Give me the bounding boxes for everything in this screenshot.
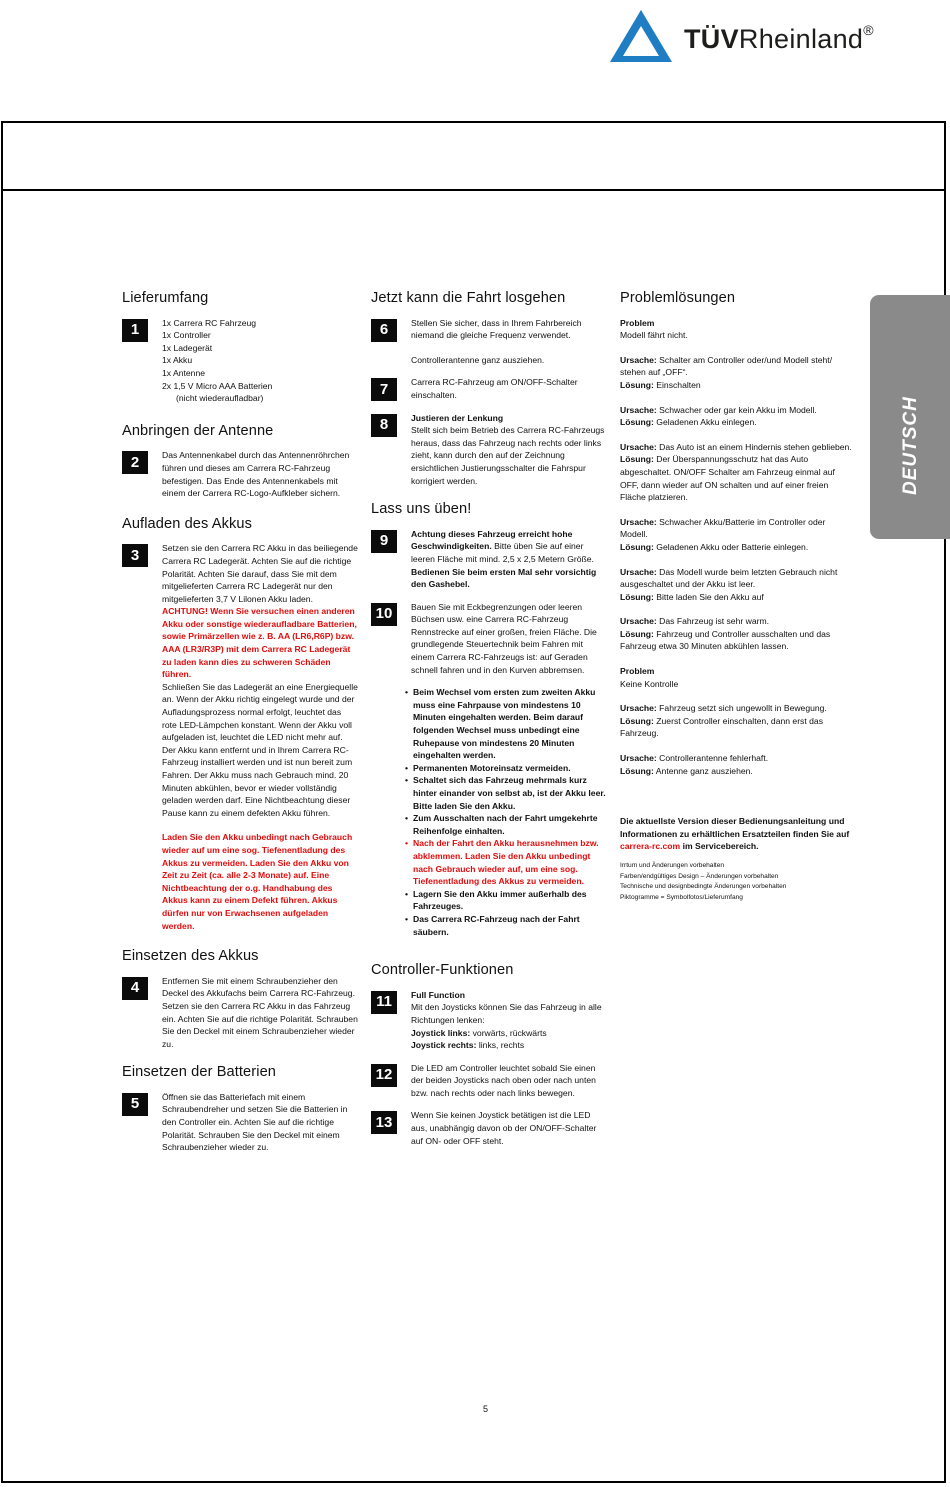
list-item: • Lagern Sie den Akku immer außerhalb des Fahrzeuges. [405,888,607,913]
list-item: • Beim Wechsel vom ersten zum zweiten Akku muss eine Fahrpause von mindestens 10 Minuten eingehalten werden. Beim darauf folgenden Wechsel muss unbedingt eine Ruhepause von mindestens 20 Minuten eingehalten werden. [405,686,607,762]
cause-solution: Ursache: Fahrzeug setzt sich ungewollt in Bewegung. Lösung: Zuerst Controller einschalten, dann erst das Fahrzeug. [620,703,827,739]
cause-solution: Ursache: Schwacher Akku/Batterie im Controller oder Modell. Lösung: Geladenen Akku oder Batterie einlegen. [620,516,826,552]
contents-list: 1x Carrera RC Fahrzeug 1x Controller 1x Ladegerät 1x Akku 1x Antenne 2x 1,5 V Micro AAA Batterien (nicht wiederaufladbar) [162,317,273,404]
step-12: 12 Die LED am Controller leuchtet sobald Sie einen der beiden Joysticks nach oben oder nach unten bzw. nach rechts oder nach links bewegen. [371,1062,607,1100]
warning-text: Laden Sie den Akku unbedingt nach Gebrauch wieder auf um eine sog. Tiefenentladung des Akkus zu vermeiden. Laden Sie den Akku von Zeit zu Zeit (ca. alle 2-3 Monate) auf. Eine Nichtbeachtung der o.g. Handhabung des Akkus kann zu einem Defekt führen. Akkus dürfen nur von Erwachsenen aufgeladen werden. [162,832,353,931]
driving-tips-list [405,686,607,938]
section-title: Lass uns üben! [371,501,472,518]
section-title: Aufladen des Akkus [122,515,252,532]
disclaimer: Farben/endgültiges Design – Änderungen vorbehalten [620,872,779,880]
step-number: 12 [371,1064,397,1087]
step-9: 9 Achtung dieses Fahrzeug erreicht hohe Geschwindigkeiten. Bitte üben Sie auf einer leeren Fläche mit mind. 2,5 x 2,5 Metern Größe. Bedienen Sie beim ersten Mal sehr vorsichtig den Gashebel. [371,528,607,591]
column-left [122,292,358,1164]
step-1 [122,317,358,405]
step-number: 4 [122,977,148,1000]
disclaimer: Piktogramme = Symbolfotos/Lieferumfang [620,893,743,901]
step-3: 3 Setzen sie den Carrera RC Akku in das beiliegende Carrera RC Ladegerät. Achten Sie auf die richtige Polarität. Achten Sie darauf, dass Sie mit dem mitgelieferten Carrera RC Ladegerät nur den mitgelieferten 3,7 V Lilonen Akku laden. ACHTUNG! Wenn Sie versuchen einen anderen Akku oder sonstige wiederaufladbare Batterien, sowie Primärzellen wie z. B. AA (LR6,R6P) bzw. AAA (LR3/R3P) mit dem Carrera RC Ladegerät zu laden kann dies zu schweren Schäden führen. Schließen Sie das Ladegerät an eine Energiequelle an. Wenn der Akku richtig eingelegt wurde und der Aufladungsprozess normal erfolgt, leuchtet das rote LED-Lämpchen konstant. Wenn der Akku voll aufgeladen ist, leuchtet die LED nicht mehr auf. Der Akku kann entfernt und in Ihrem Carrera RC-Fahrzeug installiert werden und ist nun bereit zum Fahren. Der Akku muss nach Gebrauch mind. 20 Minuten abkühlen, bevor er wieder vollständig geladen werden darf. Eine Nichtbeachtung dieser Pause kann zu einem defekten Akku führen. Laden Sie den Akku unbedingt nach Gebrauch wieder auf um eine sog. Tiefenentladung des Akkus zu vermeiden. Laden Sie den Akku von Zeit zu Zeit (ca. alle 2-3 Monate) auf. Eine Nichtbeachtung der o.g. Handhabung des Akkus kann zu einem Defekt führen. Akkus dürfen nur von Erwachsenen aufgeladen werden. [122,542,358,932]
disclaimer: Technische und designbedingte Änderungen vorbehalten [620,883,787,890]
tuv-triangle-icon [608,8,674,64]
step-6: 6 Stellen Sie sicher, dass in Ihrem Fahrbereich niemand die gleiche Frequenz verwendet. Controllerantenne ganz ausziehen. [371,317,607,367]
step-13: 13 Wenn Sie keinen Joystick betätigen ist die LED aus, unabhängig davon ob der ON/OFF-Schalter auf ON- oder OFF steht. [371,1109,607,1147]
cause-solution: Ursache: Schwacher oder gar kein Akku im Modell. Lösung: Geladenen Akku einlegen. [620,404,817,428]
cause-solution: Ursache: Controllerantenne fehlerhaft. Lösung: Antenne ganz ausziehen. [620,753,769,776]
step-number: 7 [371,378,397,401]
section-title: Jetzt kann die Fahrt losgehen [371,290,566,306]
language-tab: DEUTSCH [870,295,950,539]
step-number: 11 [371,991,397,1014]
warning-text: ACHTUNG! Wenn Sie versuchen einen anderen Akku oder sonstige wiederaufladbare Batterien, sowie Primärzellen wie z. B. AA (LR6,R6P) bzw. AAA (LR3/R3P) mit dem Carrera RC Ladegerät zu laden kann dies zu schweren Schäden führen. [162,606,357,680]
cause-solution: Ursache: Das Modell wurde beim letzten Gebrauch nicht ausgeschaltet und der Akku ist leer. Lösung: Bitte laden Sie den Akku auf [620,566,838,602]
header-divider [3,189,944,191]
list-item: • Das Carrera RC-Fahrzeug nach der Fahrt säubern. [405,913,607,938]
step-number: 2 [122,451,148,474]
step-number: 1 [122,319,148,342]
section-title: Anbringen der Antenne [122,422,274,439]
page-number: 5 [483,1404,489,1414]
step-7: 7 Carrera RC-Fahrzeug am ON/OFF-Schalter einschalten. [371,376,607,401]
step-8: 8 Justieren der Lenkung Stellt sich beim Betrieb des Carrera RC-Fahrzeugs heraus, dass das Fahrzeug nach rechts oder links zieht, kann durch den auf der Zeichnung ersichtlichen Justierungsschalter die Fahrspur korrigiert werden. [371,412,607,488]
step-2: 2 Das Antennenkabel durch das Antennenröhrchen führen und dieses am Carrera RC-Fahrzeug befestigen. Das Ende des Antennenkabels mit einem der Carrera RC-Logo-Aufkleber sichern. [122,449,358,499]
info-text: Die aktuellste Version dieser Bedienungsanleitung und Informationen zu erhältlichen Ersatzteilen finden Sie auf carrera-rc.com im Servicebereich. [620,816,850,852]
step-11: 11 Full Function Mit den Joysticks können Sie das Fahrzeug in alle Richtungen lenken: Joystick links: vorwärts, rückwärts Joystick rechts: links, rechts [371,989,607,1052]
step-number: 10 [371,603,397,626]
section-title: Einsetzen der Batterien [122,1064,277,1081]
step-5: 5 Öffnen sie das Batteriefach mit einem Schraubendreher und setzen Sie die Batterien in den Controller ein. Achten Sie auf die richtige Polarität. Schrauben Sie den Deckel mit einem Schraubenzieher wieder zu. [122,1091,358,1154]
cause-solution: Ursache: Schalter am Controller oder/und Modell steht/ stehen auf „OFF“. Lösung: Einschalten [620,354,833,390]
step-number: 13 [371,1111,397,1134]
problem-block: Problem Modell fährt nicht. [620,317,688,341]
disclaimer: Irrtum und Änderungen vorbehalten [620,862,725,869]
step-number: 3 [122,544,148,567]
list-item: • Permanenten Motoreinsatz vermeiden. [405,762,607,775]
list-item: • Schaltet sich das Fahrzeug mehrmals kurz hinter einander von selbst ab, ist der Akku leer. Bitte laden Sie den Akku. [405,774,607,812]
tuv-rheinland-logo: TÜVRheinland® [608,6,938,66]
step-10: 10 Bauen Sie mit Eckbegrenzungen oder leeren Büchsen usw. eine Carrera RC-Fahrzeug Rennstrecke auf einer großen, freien Fläche. Die grundlegende Steuertechnik beim Fahren mit einem Carrera RC-Fahrzeugs ist: auf Geraden schnell fahren und in den Kurven abbremsen. [371,601,607,677]
section-title: Einsetzen des Akkus [122,948,259,965]
column-right [620,292,854,903]
column-middle [371,292,607,1157]
list-item: • Zum Ausschalten nach der Fahrt umgekehrte Reihenfolge einhalten. [405,812,607,837]
cause-solution: Ursache: Das Fahrzeug ist sehr warm. Lösung: Fahrzeug und Controller ausschalten und das Fahrzeug etwa 30 Minuten abkühlen lassen. [620,616,831,652]
carrera-link[interactable]: carrera-rc.com [620,841,681,852]
section-title: Lieferumfang [122,290,209,306]
list-item: • Nach der Fahrt den Akku herausnehmen bzw. abklemmen. Laden Sie den Akku unbedingt nach Gebrauch wieder auf, um eine sog. Tiefenentladung des Akkus zu vermeiden. [405,837,607,887]
step-4: 4 Entfernen Sie mit einem Schraubenzieher den Deckel des Akkufachs beim Carrera RC-Fahrzeug. Setzen sie den Carrera RC Akku in das Fahrzeug ein. Achten Sie auf die richtige Polarität. Schrauben Sie den Deckel mit einem Schraubenzieher wieder zu. [122,975,358,1051]
problem-block: Problem Keine Kontrolle [620,666,679,689]
step-number: 6 [371,319,397,342]
cause-solution: Ursache: Das Auto ist an einem Hindernis stehen geblieben. Lösung: Der Überspannungsschutz hat das Auto abgeschaltet. ON/OFF Schalter am Fahrzeug einmal auf OFF, dann wieder auf ON schalten und auf einer freien Fläche platzieren. [620,441,852,503]
step-number: 8 [371,414,397,437]
section-title: Controller-Funktionen [371,962,514,979]
step-number: 5 [122,1093,148,1116]
section-title: Problemlösungen [620,290,736,306]
step-number: 9 [371,530,397,553]
